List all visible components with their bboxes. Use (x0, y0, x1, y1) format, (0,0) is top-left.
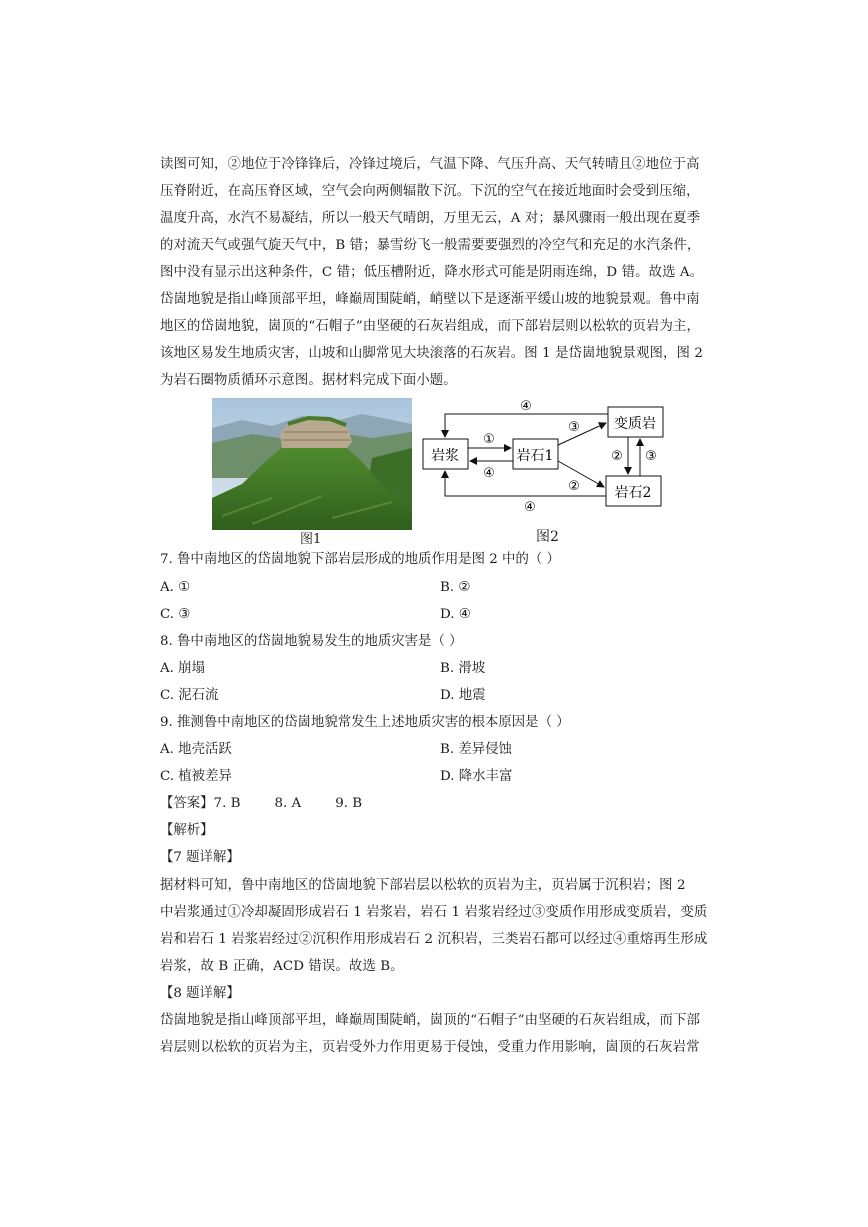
question-9-stem: 9. 推测鲁中南地区的岱崮地貌常发生上述地质灾害的根本原因是（ ） (160, 715, 570, 730)
arrow-label-two-right: ② (611, 449, 623, 464)
arrow-label-four-middle: ④ (483, 466, 495, 481)
intro-line: 图中没有显示出这种条件，C 错；低压槽附近，降水形式可能是阴雨连绵，D 错。故选 A。 (160, 265, 704, 280)
magma-label: 岩浆 (431, 448, 459, 464)
detail7-line: 岩和岩石 1 岩浆岩经过②沉积作用形成岩石 2 沉积岩，三类岩石都可以经过④重熔再生形成 (160, 932, 708, 947)
intro-line: 压脊附近，在高压脊区域，空气会向两侧辐散下沉。下沉的空气在接近地面时会受到压缩， (160, 184, 700, 199)
question-7-option-a[interactable]: A. ① (160, 580, 191, 595)
question-8-option-b[interactable]: B. 滑坡 (440, 661, 486, 676)
detail8-heading: 【8 题详解】 (160, 986, 240, 1001)
intro-line: 岱崮地貌是指山峰顶部平坦，峰巅周围陡峭，峭壁以下是逐渐平缓山坡的地貌景观。鲁中南 (160, 292, 700, 307)
arrow-rock1-to-rock2 (558, 461, 604, 487)
arrow-label-three-right: ③ (645, 449, 657, 464)
figure2-rock-cycle-diagram (418, 393, 668, 548)
question-7-option-c[interactable]: C. ③ (160, 607, 191, 622)
arrow-label-four-bottom: ④ (524, 500, 536, 515)
detail7-line: 岩浆，故 B 正确，ACD 错误。故选 B。 (160, 959, 404, 974)
question-8-option-c[interactable]: C. 泥石流 (160, 688, 219, 703)
arrow-label-four-top: ④ (520, 399, 532, 414)
arrow-rock1-to-metamorphic (558, 423, 606, 445)
question-7-stem: 7. 鲁中南地区的岱崮地貌下部岩层形成的地质作用是图 2 中的（ ） (160, 552, 560, 567)
intro-line: 该地区易发生地质灾害，山坡和山脚常见大块滚落的石灰岩。图 1 是岱崮地貌景观图，图 2 (160, 346, 703, 361)
question-9-option-b[interactable]: B. 差异侵蚀 (440, 742, 512, 757)
analysis-heading: 【解析】 (160, 823, 214, 838)
intro-paragraph (160, 151, 710, 394)
question-8-option-d[interactable]: D. 地震 (440, 688, 486, 703)
question-8-option-a[interactable]: A. 崩塌 (160, 661, 205, 676)
question-8-stem: 8. 鲁中南地区的岱崮地貌易发生的地质灾害是（ ） (160, 634, 463, 649)
detail7-heading: 【7 题详解】 (160, 850, 240, 865)
intro-line: 读图可知，②地位于冷锋锋后，冷锋过境后，气温下降、气压升高、天气转晴且②地位于高 (160, 157, 700, 172)
question-7-option-d[interactable]: D. ④ (440, 607, 471, 622)
detail7-line: 中岩浆通过①冷却凝固形成岩石 1 岩浆岩，岩石 1 岩浆岩经过③变质作用形成变质岩，变质 (160, 905, 708, 920)
figure1-caption: 图1 (300, 532, 322, 547)
detail7-paragraph (160, 872, 710, 980)
question-9-option-c[interactable]: C. 植被差异 (160, 769, 232, 784)
question-9-option-d[interactable]: D. 降水丰富 (440, 769, 513, 784)
detail8-line: 岩层则以松软的页岩为主，页岩受外力作用更易于侵蚀，受重力作用影响，崮顶的石灰岩常 (160, 1040, 700, 1055)
question-9-option-a[interactable]: A. 地壳活跃 (160, 742, 232, 757)
figure2-caption: 图2 (536, 529, 559, 545)
mesa-mountain-illustration (212, 398, 412, 530)
intro-line: 温度升高，水汽不易凝结，所以一般天气晴朗，万里无云，A 对；暴风骤雨一般出现在夏季 (160, 211, 701, 226)
rock1-label: 岩石1 (516, 448, 554, 464)
intro-line: 地区的岱崮地貌，崮顶的“石帽子”由坚硬的石灰岩组成，而下部岩层则以松软的页岩为主， (160, 319, 701, 334)
rock2-label: 岩石2 (614, 485, 652, 501)
question-7-option-b[interactable]: B. ② (440, 580, 471, 595)
arrow-label-two-left: ② (568, 479, 580, 494)
arrow-label-one: ① (483, 432, 495, 447)
detail8-paragraph (160, 1007, 710, 1061)
detail7-line: 据材料可知，鲁中南地区的岱崮地貌下部岩层以松软的页岩为主，页岩属于沉积岩；图 2 (160, 878, 686, 893)
metamorphic-label: 变质岩 (614, 416, 656, 432)
arrow-label-three-left: ③ (568, 420, 580, 435)
figure1-landscape-photo (212, 398, 412, 530)
answer-line: 【答案】7. B 8. A 9. B (160, 796, 363, 811)
detail8-line: 岱崮地貌是指山峰顶部平坦，峰巅周围陡峭，崮顶的“石帽子”由坚硬的石灰岩组成，而下部 (160, 1013, 701, 1028)
intro-line: 的对流天气或强气旋天气中，B 错；暴雪纷飞一般需要要强烈的冷空气和充足的水汽条件， (160, 238, 701, 253)
intro-line: 为岩石圈物质循环示意图。据材料完成下面小题。 (160, 373, 457, 388)
